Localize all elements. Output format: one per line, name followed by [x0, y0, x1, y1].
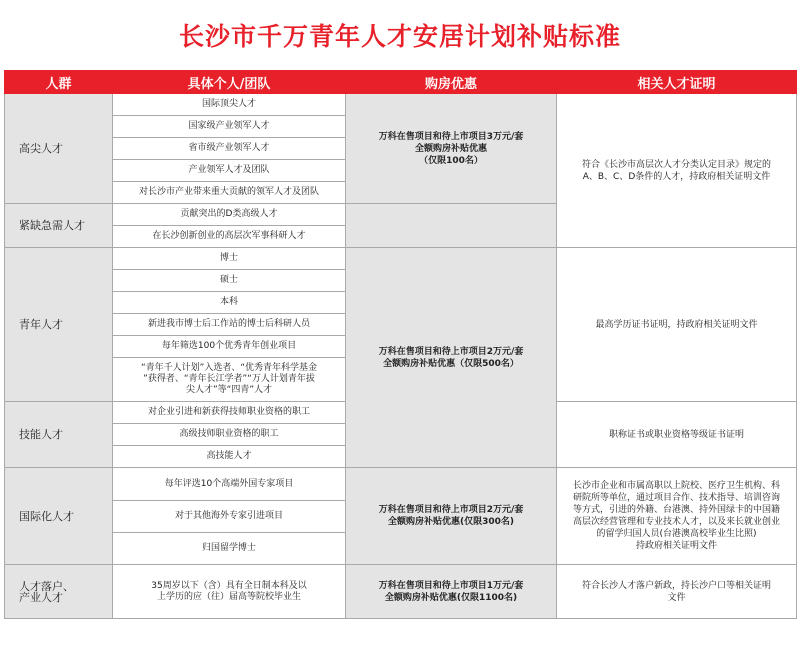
item-cell: 对企业引进和新获得技师职业资格的职工	[113, 402, 346, 424]
offer-empty	[346, 204, 557, 248]
item-cell: 在长沙创新创业的高层次军事科研人才	[113, 226, 346, 248]
group-line: 人才落户、	[19, 579, 74, 593]
group-high-end-talent: 高尖人才	[5, 94, 113, 204]
cert-settlement	[557, 565, 797, 619]
item-cell: 国际顶尖人才	[113, 94, 346, 116]
page-title: 长沙市千万青年人才安居计划补贴标准	[178, 22, 621, 51]
table-row	[5, 94, 797, 116]
item-cell: 国家级产业领军人才	[113, 116, 346, 138]
item-line: “青年千人计划”入选者、“优秀青年科学基金	[141, 363, 317, 373]
offer-line: 万科在售项目和待上市项目3万元/套	[378, 131, 524, 142]
item-cell: 每年筛选100个优秀青年创业项目	[113, 336, 346, 358]
item-cell: 对于其他海外专家引进项目	[113, 501, 346, 533]
offer-2w-300	[346, 468, 557, 565]
offer-line: 全额购房补贴优惠(仅限300名)	[387, 517, 514, 527]
cert-line: 高层次经营管理和专业技术人才，以及来长就业创业	[572, 517, 780, 527]
cert-line: 的留学归国人员(台港澳高校毕业生比照)	[596, 529, 757, 539]
cert-line: 研院所等单位，通过项目合作、技术指导、培训咨询	[572, 493, 780, 503]
group-skilled-talent: 技能人才	[5, 402, 113, 468]
cert-international	[557, 468, 797, 565]
cert-line: 长沙市企业和市属高职以上院校、医疗卫生机构、科	[572, 481, 780, 491]
item-cell: 省市级产业领军人才	[113, 138, 346, 160]
header-talent-certificate: 相关人才证明	[557, 71, 797, 94]
subsidy-table	[4, 70, 797, 619]
cert-degree: 最高学历证书证明，持政府相关证明文件	[557, 248, 797, 402]
offer-line: 万科在售项目和待上市项目2万元/套	[378, 505, 524, 515]
header-individual-team: 具体个人/团队	[113, 71, 346, 94]
cert-line: 符合长沙人才落户新政，持长沙户口等相关证明	[581, 580, 771, 591]
item-cell: 对长沙市产业带来重大贡献的领军人才及团队	[113, 182, 346, 204]
header-purchase-discount: 购房优惠	[346, 71, 557, 94]
item-cell: 归国留学博士	[113, 533, 346, 565]
offer-1w-1100	[346, 565, 557, 619]
cert-line: 文件	[667, 592, 686, 603]
offer-2w-500	[346, 248, 557, 468]
item-line: 尖人才”等“四青”人才	[186, 385, 272, 395]
item-cell: 本科	[113, 292, 346, 314]
offer-line: 万科在售项目和待上市项目2万元/套	[378, 346, 524, 357]
group-settlement-talent	[5, 565, 113, 619]
item-cell: 高级技师职业资格的职工	[113, 424, 346, 446]
group-international-talent: 国际化人才	[5, 468, 113, 565]
offer-3w	[346, 94, 557, 204]
item-cell: 产业领军人才及团队	[113, 160, 346, 182]
offer-line: 全额购房补贴优惠	[414, 143, 487, 154]
item-cell	[113, 565, 346, 619]
offer-line: （仅限100名）	[419, 155, 483, 166]
item-cell	[113, 358, 346, 402]
header-crowd: 人群	[5, 71, 113, 94]
group-line: 产业人才	[19, 590, 63, 604]
item-cell: 博士	[113, 248, 346, 270]
group-youth-talent: 青年人才	[5, 248, 113, 402]
item-cell: 每年评选10个高端外国专家项目	[113, 468, 346, 501]
item-line: 上学历的应（往）届高等院校毕业生	[156, 591, 301, 602]
cert-high-level	[557, 94, 797, 248]
cert-line: 持政府相关证明文件	[635, 541, 717, 551]
group-shortage-talent: 紧缺急需人才	[5, 204, 113, 248]
offer-line: 万科在售项目和待上市项目1万元/套	[378, 580, 524, 591]
cert-line: A、B、C、D条件的人才，持政府相关证明文件	[582, 171, 771, 182]
cert-line: 符合《长沙市高层次人才分类认定目录》规定的	[581, 159, 771, 170]
table-row	[5, 565, 797, 619]
item-cell: 新进我市博士后工作站的博士后科研人员	[113, 314, 346, 336]
table-header-row	[5, 71, 797, 94]
item-cell: 硕士	[113, 270, 346, 292]
offer-line: 全额购房补贴优惠（仅限500名）	[383, 358, 519, 369]
item-line: 35周岁以下（含）具有全日制本科及以	[151, 580, 307, 591]
item-cell: 高技能人才	[113, 446, 346, 468]
cert-line: 等方式，引进的外籍、台港澳、持外国绿卡的中国籍	[572, 505, 780, 515]
table-row	[5, 468, 797, 501]
cert-vocational: 职称证书或职业资格等级证书证明	[557, 402, 797, 468]
table-row	[5, 248, 797, 270]
item-cell: 贡献突出的D类高级人才	[113, 204, 346, 226]
item-line: ”获得者、“青年长江学者”“万人计划青年拔	[143, 374, 315, 384]
offer-line: 全额购房补贴优惠(仅限1100名)	[384, 592, 518, 603]
